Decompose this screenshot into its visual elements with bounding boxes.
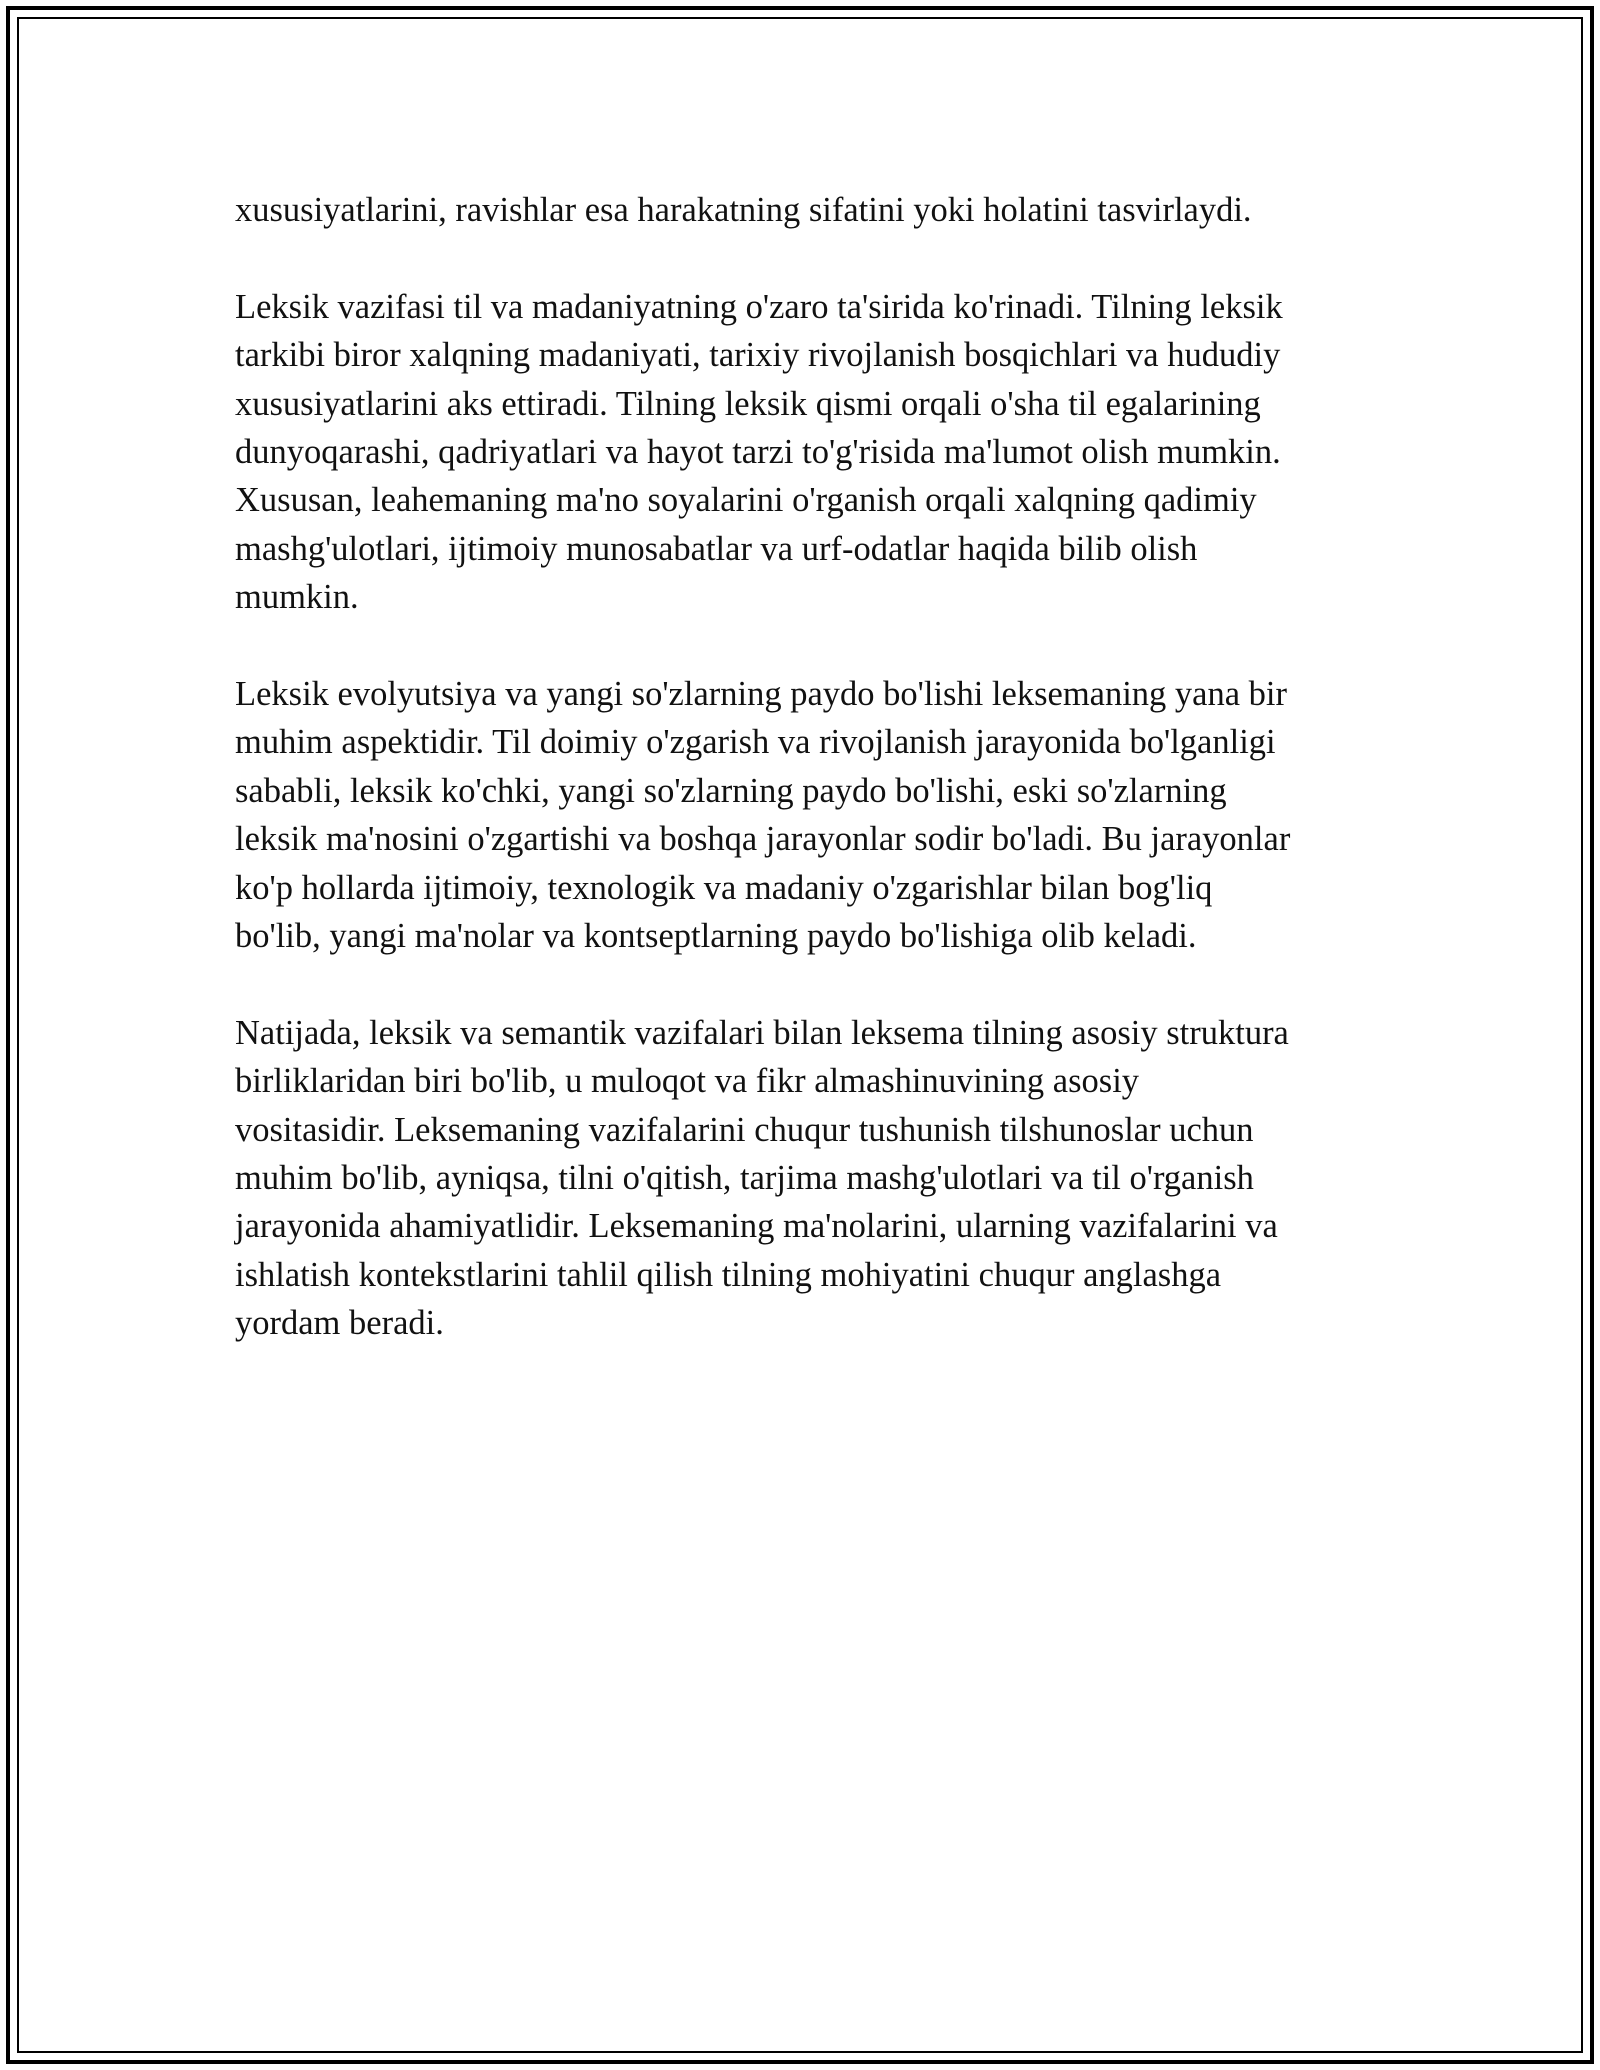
text-line: birliklaridan biri bo'lib, u muloqot va fikr almashinuvining asosiy: [235, 1062, 1140, 1101]
text-line: sababli, leksik ko'chki, yangi so'zlarning paydo bo'lishi, eski so'zlarning: [235, 771, 1227, 810]
text-line: xususiyatlarini, ravishlar esa harakatning sifatini yoki holatini tasvirlaydi.: [235, 191, 1252, 229]
text-line: xususiyatlarini aks ettiradi. Tilning leksik qismi orqali o'sha til egalarining: [235, 384, 1261, 423]
text-line: ishlatish kontekstlarini tahlil qilish tilning mohiyatini chuqur anglashga: [235, 1255, 1222, 1294]
text-line: vositasidir. Leksemaning vazifalarini chuqur tushunish tilshunoslar uchun: [235, 1110, 1254, 1149]
text-line: bo'lib, yangi ma'nolar va kontseptlarning paydo bo'lishiga olib keladi.: [235, 917, 1197, 956]
text-line: leksik ma'nosini o'zgartishi va boshqa jarayonlar sodir bo'ladi. Bu jarayonlar: [235, 820, 1291, 859]
text-line: tarkibi biror xalqning madaniyati, tarixiy rivojlanish bosqichlari va hududiy: [235, 336, 1281, 375]
text-line: jarayonida ahamiyatlidir. Leksemaning ma'nolarini, ularning vazifalarini va: [235, 1207, 1278, 1246]
paragraph: [235, 186, 1375, 234]
text-line: Natijada, leksik va semantik vazifalari bilan leksema tilning asosiy struktura: [235, 1013, 1289, 1052]
text-line: Leksik vazifasi til va madaniyatning o'zaro ta'sirida ko'rinadi. Tilning leksik: [235, 287, 1283, 326]
document-body: [235, 186, 1375, 1396]
text-line: Xususan, leahemaning ma'no soyalarini o'rganish orqali xalqning qadimiy: [235, 481, 1257, 520]
text-line: mashg'ulotlari, ijtimoiy munosabatlar va urf-odatlar haqida bilib olish: [235, 529, 1198, 568]
text-line: yordam beradi.: [235, 1304, 444, 1343]
paragraph: [235, 283, 1375, 622]
text-line: dunyoqarashi, qadriyatlari va hayot tarzi to'g'risida ma'lumot olish mumkin.: [235, 433, 1281, 472]
text-line: muhim bo'lib, ayniqsa, tilni o'qitish, tarjima mashg'ulotlari va til o'rganish: [235, 1159, 1254, 1198]
text-line: Leksik evolyutsiya va yangi so'zlarning paydo bo'lishi leksemaning yana bir: [235, 675, 1287, 714]
text-line: mumkin.: [235, 578, 359, 617]
paragraph: [235, 670, 1375, 960]
text-line: ko'p hollarda ijtimoiy, texnologik va madaniy o'zgarishlar bilan bog'liq: [235, 868, 1213, 907]
text-line: muhim aspektidir. Til doimiy o'zgarish va rivojlanish jarayonida bo'lganligi: [235, 723, 1276, 762]
paragraph: [235, 1009, 1375, 1348]
